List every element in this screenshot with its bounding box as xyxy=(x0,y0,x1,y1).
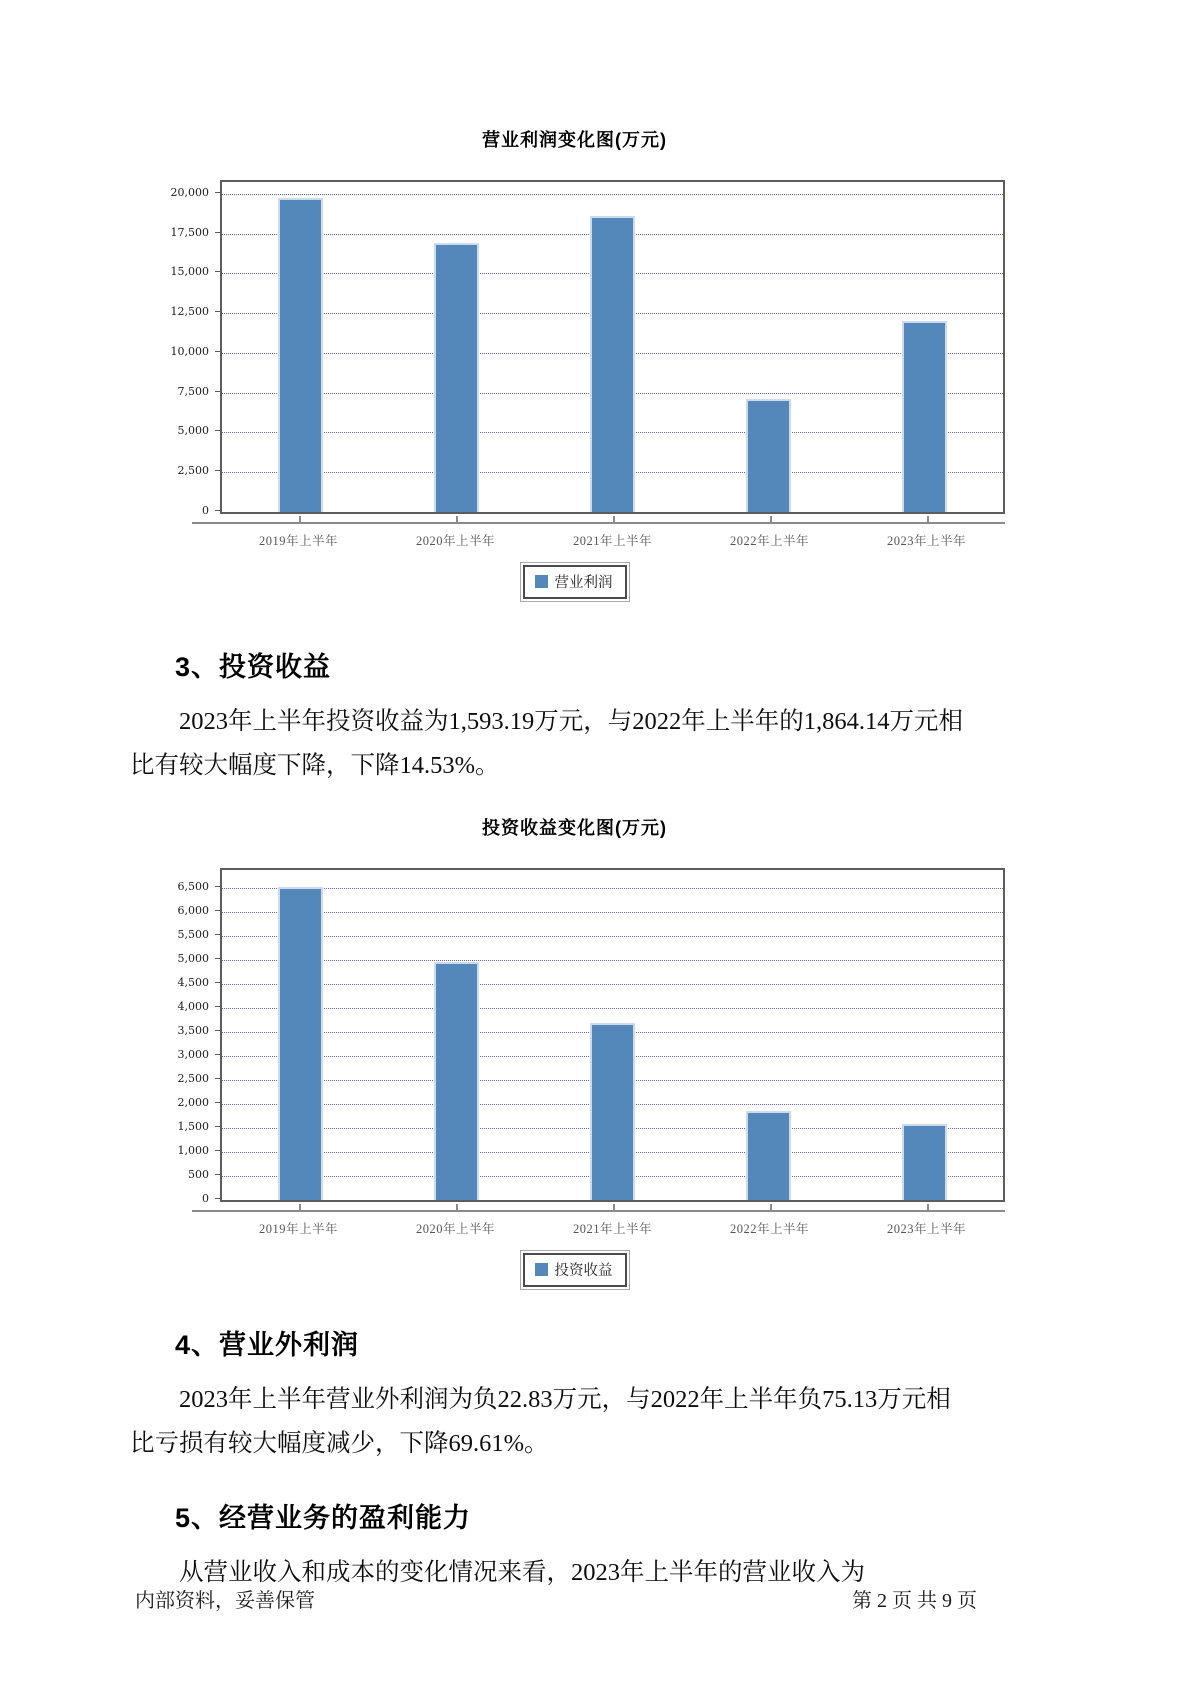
y-tick-label: 4,500 xyxy=(177,976,209,989)
legend xyxy=(523,1253,627,1287)
y-tick-label: 6,500 xyxy=(177,880,209,893)
category-label: 2021年上半年 xyxy=(572,534,652,548)
section-paragraph: 2023年上半年投资收益为1,593.19万元，与2022年上半年的1,864.14万元相比有较大幅度下降，下降14.53%。 xyxy=(130,708,963,779)
bar-slot xyxy=(847,870,1003,1200)
bars-layer xyxy=(222,870,1003,1200)
x-axis xyxy=(192,1210,1005,1218)
y-tick-label: 6,000 xyxy=(177,904,209,917)
section-heading: 5、经营业务的盈利能力 xyxy=(175,1503,472,1533)
page-footer xyxy=(135,1584,977,1613)
x-tick xyxy=(927,516,929,524)
section-paragraph: 从营业收入和成本的变化情况来看，2023年上半年的营业收入为 xyxy=(179,1559,865,1586)
category-label: 2022年上半年 xyxy=(729,534,809,548)
x-axis-labels xyxy=(220,1219,1005,1237)
y-tick-label: 1,500 xyxy=(177,1120,209,1133)
bar-slot xyxy=(691,182,847,512)
legend xyxy=(523,565,627,599)
category-label: 2020年上半年 xyxy=(415,534,495,548)
footer-confidential-note: 内部资料，妥善保管 xyxy=(135,1590,315,1612)
y-tick-label: 2,500 xyxy=(177,1072,209,1085)
category-label: 2019年上半年 xyxy=(258,534,338,548)
y-tick-label: 20,000 xyxy=(170,185,209,199)
y-tick-label: 0 xyxy=(202,504,209,517)
y-tick-label: 5,500 xyxy=(177,928,209,941)
y-tick-label: 15,000 xyxy=(170,265,209,279)
bar xyxy=(902,321,947,512)
category-label: 2019年上半年 xyxy=(258,1222,338,1236)
chart-canvas xyxy=(144,180,1005,599)
bar-slot xyxy=(222,870,378,1200)
bar-slot xyxy=(847,182,1003,512)
bar xyxy=(590,216,635,512)
x-tick xyxy=(299,1204,301,1212)
bar-slot xyxy=(534,870,690,1200)
bar xyxy=(746,399,791,512)
section-non-operating-profit xyxy=(130,1287,996,1466)
section-heading: 3、投资收益 xyxy=(175,652,332,682)
section-investment-income xyxy=(130,599,996,788)
bar xyxy=(902,1124,947,1200)
x-tick xyxy=(613,1204,615,1212)
y-tick-label: 10,000 xyxy=(170,344,209,358)
y-axis xyxy=(144,180,220,549)
category-label: 2023年上半年 xyxy=(886,1222,966,1236)
bar xyxy=(434,962,479,1200)
bars-layer xyxy=(222,182,1003,512)
category-label: 2020年上半年 xyxy=(415,1222,495,1236)
y-tick-label: 12,500 xyxy=(170,305,209,319)
y-tick-label: 2,000 xyxy=(177,1096,209,1109)
legend-swatch xyxy=(535,575,548,588)
x-tick xyxy=(927,1204,929,1212)
y-tick-label: 5,000 xyxy=(177,424,209,438)
x-tick xyxy=(770,1204,772,1212)
y-axis xyxy=(144,868,220,1237)
y-tick-label: 4,000 xyxy=(177,1000,209,1013)
investment-income-chart xyxy=(144,814,1005,1287)
y-tick-label: 7,500 xyxy=(177,384,209,398)
bar xyxy=(278,198,323,512)
bar xyxy=(590,1023,635,1200)
bar-slot xyxy=(691,870,847,1200)
chart-canvas xyxy=(144,868,1005,1287)
y-tick-label: 17,500 xyxy=(170,225,209,239)
y-tick-label: 3,500 xyxy=(177,1024,209,1037)
y-tick-label: 3,000 xyxy=(177,1048,209,1061)
x-axis-labels xyxy=(220,531,1005,549)
category-label: 2021年上半年 xyxy=(572,1222,652,1236)
section-paragraph: 2023年上半年营业外利润为负22.83万元，与2022年上半年负75.13万元相比亏损有较大幅度减少，下降69.61%。 xyxy=(130,1386,951,1457)
category-label: 2023年上半年 xyxy=(886,534,966,548)
y-tick-label: 0 xyxy=(202,1192,209,1205)
y-tick-label: 1,000 xyxy=(177,1144,209,1157)
section-operating-profitability xyxy=(130,1466,996,1595)
bar-slot xyxy=(378,182,534,512)
bar xyxy=(746,1111,791,1200)
y-tick-label: 500 xyxy=(188,1168,209,1181)
legend-label: 营业利润 xyxy=(554,575,613,591)
y-tick-label: 2,500 xyxy=(177,464,209,478)
x-tick xyxy=(770,516,772,524)
plot-area xyxy=(220,180,1005,514)
bar-slot xyxy=(534,182,690,512)
bar-slot xyxy=(222,182,378,512)
chart-title: 投资收益变化图(万元) xyxy=(482,818,667,838)
plot-area xyxy=(220,868,1005,1202)
x-tick xyxy=(456,516,458,524)
legend-swatch xyxy=(535,1263,548,1276)
y-tick-label: 5,000 xyxy=(177,952,209,965)
legend-label: 投资收益 xyxy=(554,1263,613,1279)
category-label: 2022年上半年 xyxy=(729,1222,809,1236)
bar xyxy=(278,887,323,1200)
operating-profit-chart xyxy=(144,0,1005,599)
x-axis xyxy=(192,522,1005,530)
bar-slot xyxy=(378,870,534,1200)
bar xyxy=(434,243,479,512)
chart-title: 营业利润变化图(万元) xyxy=(482,130,667,150)
x-tick xyxy=(456,1204,458,1212)
x-tick xyxy=(299,516,301,524)
x-tick xyxy=(613,516,615,524)
section-heading: 4、营业外利润 xyxy=(175,1330,360,1360)
footer-page-number: 第 2 页 共 9 页 xyxy=(852,1590,977,1612)
